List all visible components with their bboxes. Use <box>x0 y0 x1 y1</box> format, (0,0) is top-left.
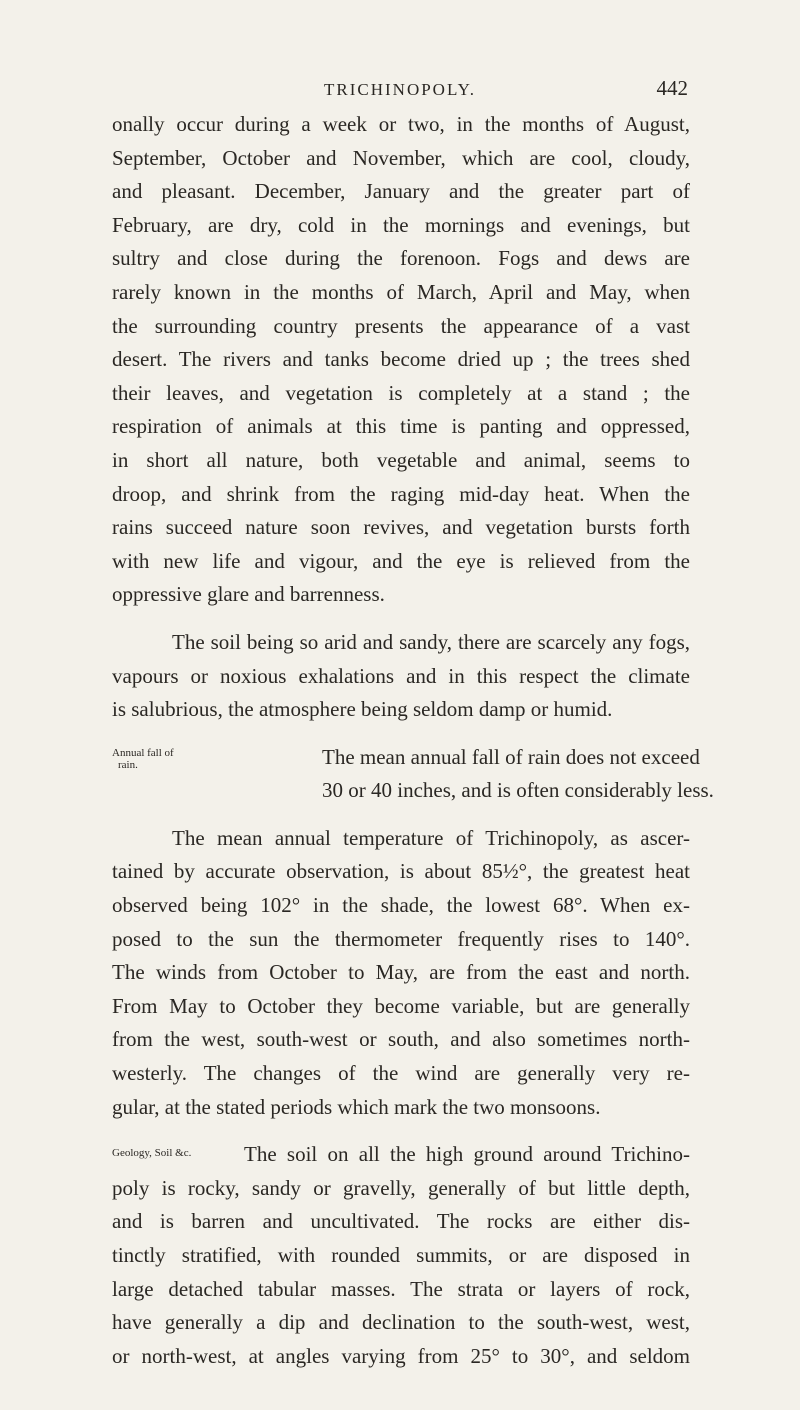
text-line: sultry and close during the forenoon. Fogs and dews are <box>112 246 690 271</box>
text-line: The soil on all the high ground around Trichino- <box>244 1142 690 1167</box>
text-line: February, are dry, cold in the mornings and evenings, but <box>112 212 690 237</box>
text-line: respiration of animals at this time is panting and oppressed, <box>112 414 690 439</box>
text-line: The mean annual temperature of Trichinopoly, as ascer- <box>172 825 690 850</box>
text-line: is salubrious, the atmosphere being seldom damp or humid. <box>112 697 613 722</box>
paragraph-climate <box>112 108 690 612</box>
sidenote-geology: Geology, Soil &c. <box>112 1147 192 1160</box>
text-line: the surrounding country presents the appearance of a vast <box>112 313 690 338</box>
text-line: in short all nature, both vegetable and animal, seems to <box>112 447 690 472</box>
text-line: The winds from October to May, are from the east and north. <box>112 960 690 985</box>
paragraph-soil-salubrity <box>112 626 690 727</box>
text-line: 30 or 40 inches, and is often considerably less. <box>322 778 714 803</box>
text-line: The mean annual fall of rain does not exceed <box>322 744 700 769</box>
sidenote-line: Annual fall of <box>112 746 174 759</box>
paragraph-temperature-winds <box>112 822 690 1124</box>
sidenote-rainfall <box>112 747 174 771</box>
text-line: rarely known in the months of March, April and May, when <box>112 279 690 304</box>
text-line: rains succeed nature soon revives, and vegetation bursts forth <box>112 515 690 540</box>
text-line: oppressive glare and barrenness. <box>112 582 385 607</box>
paragraph-geology <box>112 1138 690 1373</box>
page-number: 442 <box>656 76 688 100</box>
text-line: desert. The rivers and tanks become dried up ; the trees shed <box>112 347 690 372</box>
text-line: westerly. The changes of the wind are generally very re- <box>112 1061 690 1086</box>
text-line: large detached tabular masses. The strata or layers of rock, <box>112 1276 690 1301</box>
text-line: poly is rocky, sandy or gravelly, generally of but little depth, <box>112 1175 690 1200</box>
text-line: their leaves, and vegetation is completely at a stand ; the <box>112 380 690 405</box>
sidenote-line: rain. <box>118 758 138 771</box>
text-line: and pleasant. December, January and the greater part of <box>112 179 690 204</box>
text-line: September, October and November, which are cool, cloudy, <box>112 145 690 170</box>
text-line: tinctly stratified, with rounded summits, or are disposed in <box>112 1243 690 1267</box>
running-title: TRICHINOPOLY. <box>324 80 476 99</box>
body-text <box>112 108 714 1373</box>
text-line: posed to the sun the thermometer frequently rises to 140°. <box>112 926 690 951</box>
text-line: from the west, south-west or south, and also sometimes north- <box>112 1027 690 1052</box>
text-line: From May to October they become variable, but are generally <box>112 993 690 1018</box>
text-line: tained by accurate observation, is about 85½°, the greatest heat <box>112 859 690 884</box>
text-line: with new life and vigour, and the eye is relieved from the <box>112 548 690 573</box>
text-line: or north-west, at angles varying from 25° to 30°, and seldom <box>112 1343 690 1368</box>
paragraph-rainfall <box>112 741 714 808</box>
text-line: vapours or noxious exhalations and in this respect the climate <box>112 663 690 688</box>
text-line: The soil being so arid and sandy, there are scarcely any fogs, <box>172 629 690 654</box>
text-line: have generally a dip and declination to the south-west, west, <box>112 1310 690 1335</box>
text-line: onally occur during a week or two, in the months of August, <box>112 112 690 136</box>
text-line: gular, at the stated periods which mark the two monsoons. <box>112 1094 601 1119</box>
text-line: and is barren and uncultivated. The rocks are either dis- <box>112 1209 690 1234</box>
text-line: observed being 102° in the shade, the lowest 68°. When ex- <box>112 893 690 918</box>
text-line: droop, and shrink from the raging mid-day heat. When the <box>112 481 690 506</box>
